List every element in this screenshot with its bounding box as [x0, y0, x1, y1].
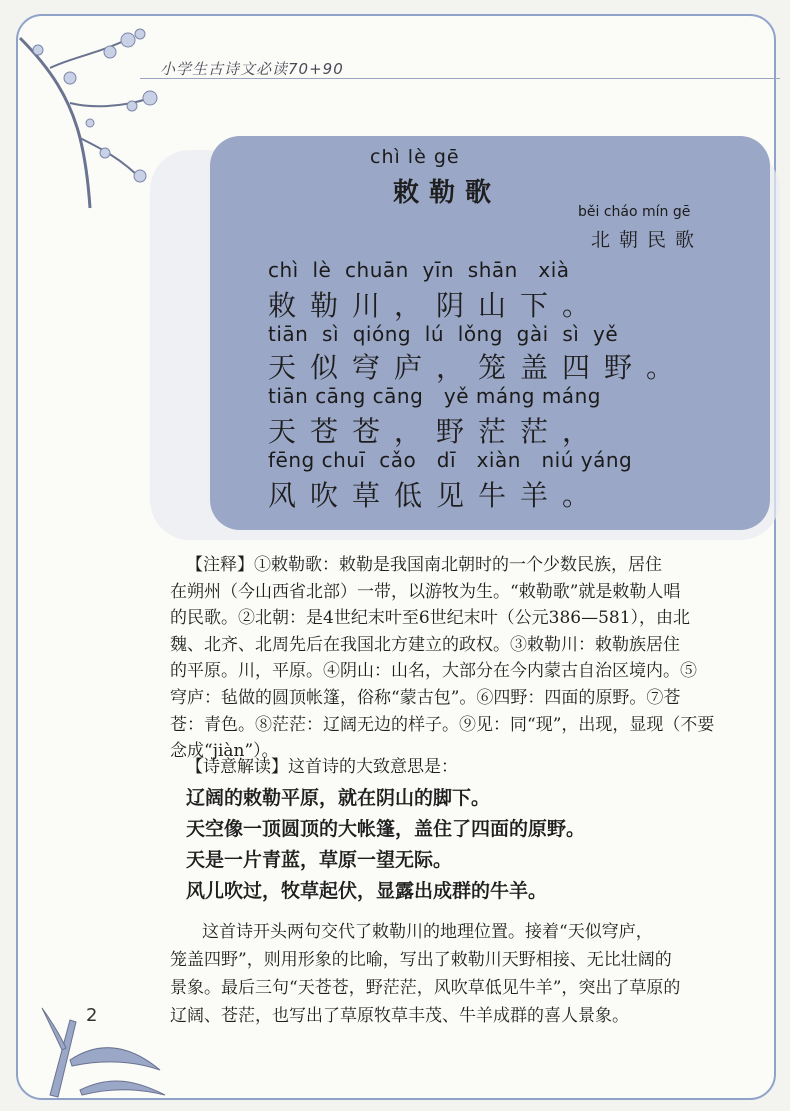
analysis-line: 笼盖四野”，则用形象的比喻，写出了敕勒川天野相接、无比壮阔的: [170, 950, 672, 970]
verse-pinyin-2: tiān sì qióng lú lǒng gài sì yě: [268, 322, 619, 346]
meaning-line: 天空像一顶圆顶的大帐篷，盖住了四面的原野。: [186, 818, 586, 840]
notes-line: 【注释】①敕勒歌：敕勒是我国南北朝时的一个少数民族，居住: [186, 555, 662, 575]
analysis-line: 这首诗开头两句交代了敕勒川的地理位置。接着“天似穹庐，: [202, 922, 653, 942]
meaning-intro: 【诗意解读】这首诗的大致意思是：: [186, 757, 458, 777]
notes-line: 的平原。川，平原。④阴山：山名，大部分在今内蒙古自治区境内。⑤: [170, 661, 697, 682]
meaning-line: 风儿吹过，牧草起伏，显露出成群的牛羊。: [186, 880, 548, 902]
header-rule: [140, 78, 780, 79]
notes-line: 的民歌。②北朝：是4世纪末叶至6世纪末叶（公元386—581），由北: [170, 608, 691, 629]
notes-line: 苍：青色。⑧茫茫：辽阔无边的样子。⑨见：同“现”，出现，显现（不要: [170, 714, 715, 735]
notes-line: 魏、北齐、北周先后在我国北方建立的政权。③敕勒川：敕勒族居住: [170, 634, 680, 655]
meaning-section: [186, 783, 585, 907]
analysis-section: [170, 918, 778, 1030]
meaning-line: 天是一片青蓝，草原一望无际。: [186, 849, 453, 871]
verse-pinyin-4: fēng chuī cǎo dī xiàn niú yáng: [268, 448, 633, 472]
verse-line-1: 敕勒川，阴山下。: [268, 289, 605, 322]
verse-line-2: 天似穹庐，笼盖四野。: [268, 351, 689, 384]
verse-pinyin-1: chì lè chuān yīn shān xià: [268, 258, 570, 282]
notes-line: 在朔州（今山西省北部）一带，以游牧为生。“敕勒歌”就是敕勒人唱: [170, 581, 681, 602]
notes-section: [170, 552, 778, 765]
verse-pinyin-3: tiān cāng cāng yě máng máng: [268, 384, 601, 408]
bamboo-leaves-illustration: [40, 1000, 180, 1100]
poem-author-pinyin: běi cháo mín gē: [578, 204, 691, 220]
analysis-line: 辽阔、苍茫，也写出了草原牧草丰茂、牛羊成群的喜人景象。: [170, 1006, 629, 1026]
meaning-line: 辽阔的敕勒平原，就在阴山的脚下。: [186, 787, 491, 809]
notes-line: 念成“jiàn”）。: [170, 741, 279, 762]
analysis-line: 景象。最后三句“天苍苍，野茫茫，风吹草低见牛羊”，突出了草原的: [170, 978, 681, 998]
verse-line-4: 风吹草低见牛羊。: [268, 479, 605, 512]
notes-line: 穹庐：毡做的圆顶帐篷，俗称“蒙古包”。⑥四野：四面的原野。⑦苍: [170, 687, 681, 708]
series-title: 小学生古诗文必读70+90: [160, 60, 344, 78]
page-number: 2: [86, 1005, 98, 1026]
poem-title-pinyin: chì lè gē: [370, 146, 460, 168]
verse-line-3: 天苍苍，野茫茫，: [268, 415, 605, 448]
poem-title: 敕勒歌: [393, 178, 502, 208]
poem-author: 北朝民歌: [591, 229, 704, 251]
